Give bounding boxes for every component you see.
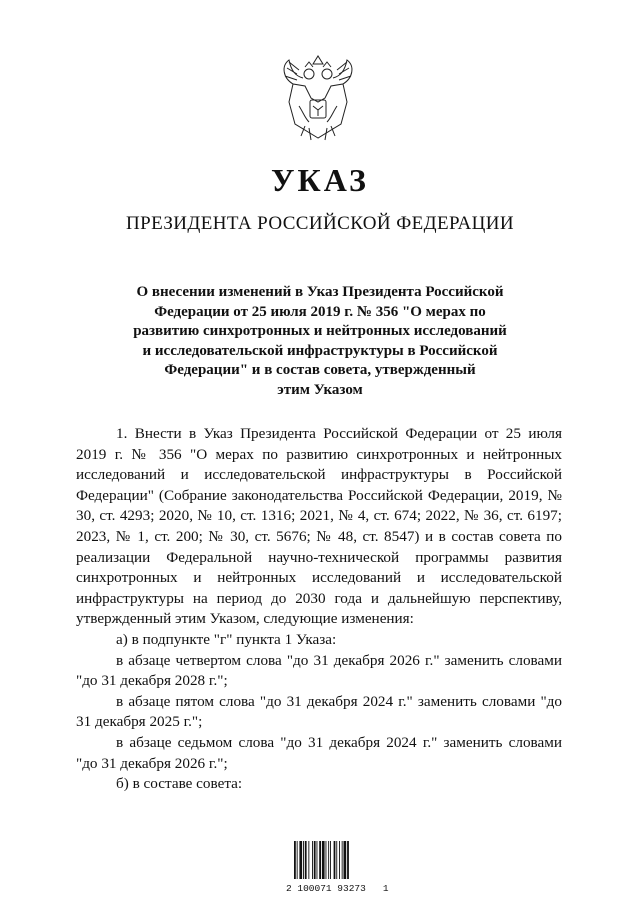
heading-line: развитию синхротронных и нейтронных исследований: [133, 323, 507, 340]
heading-line: этим Указом: [277, 381, 363, 398]
paragraph-a-item-3: в абзаце седьмом слова "до 31 декабря 2024 г." заменить словами "до 31 декабря 2026 г.";: [76, 733, 562, 772]
heading-line: Федерации от 25 июля 2019 г. № 356 "О мерах по: [154, 303, 486, 320]
decree-issuer: ПРЕЗИДЕНТА РОССИЙСКОЙ ФЕДЕРАЦИИ: [126, 213, 514, 234]
barcode-icon: [292, 841, 372, 881]
paragraph-a-item-1: в абзаце четвертом слова "до 31 декабря 2026 г." заменить словами "до 31 декабря 2028 г.";: [76, 651, 562, 690]
paragraph-a-item-2: в абзаце пятом слова "до 31 декабря 2024 г." заменить словами "до 31 декабря 2025 г.";: [76, 692, 562, 731]
decree-body: [76, 424, 562, 795]
document-barcode: [274, 833, 394, 893]
decree-heading: [110, 283, 530, 401]
paragraph-1: 1. Внести в Указ Президента Российской Федерации от 25 июля 2019 г. № 356 "О мерах по развитию синхротронных и нейтронных исследований и исследовательской инфраструктуры в Российской Федерации" (Собрание законодательства Российской Федерации, 2019, № 30, ст. 4293; 2020, № 10, ст. 1316; 2021, № 4, ст. 674; 2022, № 36, ст. 6197; 2023, № 1, ст. 200; № 30, ст. 5676; № 48, ст. 8547) и в состав совета по реализации Федеральной научно-технической программы развития синхротронных и нейтронных исследований и исследовательской инфраструктуры на период до 2030 года и дальнейшую перспективу, утвержденный этим Указом, следующие изменения:: [76, 425, 562, 628]
paragraph-a: а) в подпункте "г" пункта 1 Указа:: [116, 630, 337, 648]
heading-line: Федерации" и в состав совета, утвержденный: [164, 362, 476, 379]
paragraph-b: б) в составе совета:: [116, 775, 243, 793]
coat-of-arms-icon: [275, 50, 361, 146]
heading-line: О внесении изменений в Указ Президента Российской: [136, 284, 504, 300]
barcode-number: 2 100071 93273 1: [286, 883, 389, 894]
heading-line: и исследовательской инфраструктуры в Российской: [142, 342, 498, 359]
decree-title: УКАЗ: [271, 162, 369, 198]
